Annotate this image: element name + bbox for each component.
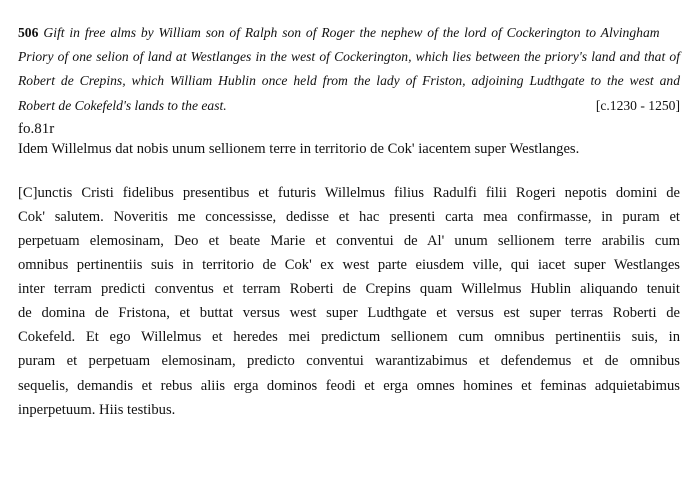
folio-reference: fo.81r bbox=[18, 120, 55, 137]
charter-line: de domina de Fristona, et buttat versus west super Ludthgate et versus est super terras Roberti de bbox=[18, 305, 680, 322]
charter-line: inperpetuum. Hiis testibus. bbox=[18, 401, 176, 418]
summary-line bbox=[18, 21, 680, 45]
charter-line: Cokefeld. Et ego Willelmus et heredes mei predictum sellionem cum omnibus pertinentiis suis, in bbox=[18, 329, 680, 346]
entry-date: [c.1230 - 1250] bbox=[595, 97, 680, 113]
summary-line-text: Robert de Cokefeld's lands to the east. bbox=[18, 97, 227, 113]
latin-rubric: Idem Willelmus dat nobis unum sellionem terre in territorio de Cok' iacentem super Westlanges. bbox=[18, 140, 580, 157]
charter-text bbox=[18, 181, 680, 422]
entry-number: 506 bbox=[18, 25, 39, 40]
summary-line: Priory of one selion of land at Westlanges in the west of Cockerington, which lies between the priory's land and that of bbox=[18, 49, 680, 65]
charter-line: puram et perpetuam elemosinam, predicto conventui warantizabimus et defendemus et de omnibus bbox=[18, 353, 680, 370]
charter-line: omnibus pertinentiis suis in territorio de Cok' ex west parte eiusdem ville, qui iacet super Westlanges bbox=[18, 257, 680, 274]
charter-line: perpetuam elemosinam, Deo et beate Marie et conventui de Al' unum sellionem terre arabilis cum bbox=[18, 233, 680, 249]
summary-line: Robert de Crepins, which William Hublin once held from the lady of Friston, adjoining Ludthgate to the west and bbox=[18, 73, 680, 89]
charter-line: sequelis, demandis et rebus aliis erga dominos feodi et erga omnes homines et feminas adquietabimus bbox=[18, 377, 680, 394]
summary-line-text: Gift in free alms by William son of Ralph son of Roger the nephew of the lord of Cockerington to Alvingham bbox=[43, 25, 660, 40]
charter-line: [C]unctis Cristi fidelibus presentibus et futuris Willelmus filius Radulfi filii Rogeri nepotis domini de bbox=[18, 184, 680, 201]
summary-final-line bbox=[18, 94, 680, 118]
entry-summary bbox=[18, 21, 680, 94]
charter-line: Cok' salutem. Noveritis me concessisse, dedisse et hac presenti carta mea confirmasse, in puram et bbox=[18, 208, 680, 225]
charter-line: inter terram predicti conventus et terram Roberti de Crepins quam Willelmus Hublin aliquando tenuit bbox=[18, 281, 680, 298]
document-page bbox=[18, 21, 680, 422]
